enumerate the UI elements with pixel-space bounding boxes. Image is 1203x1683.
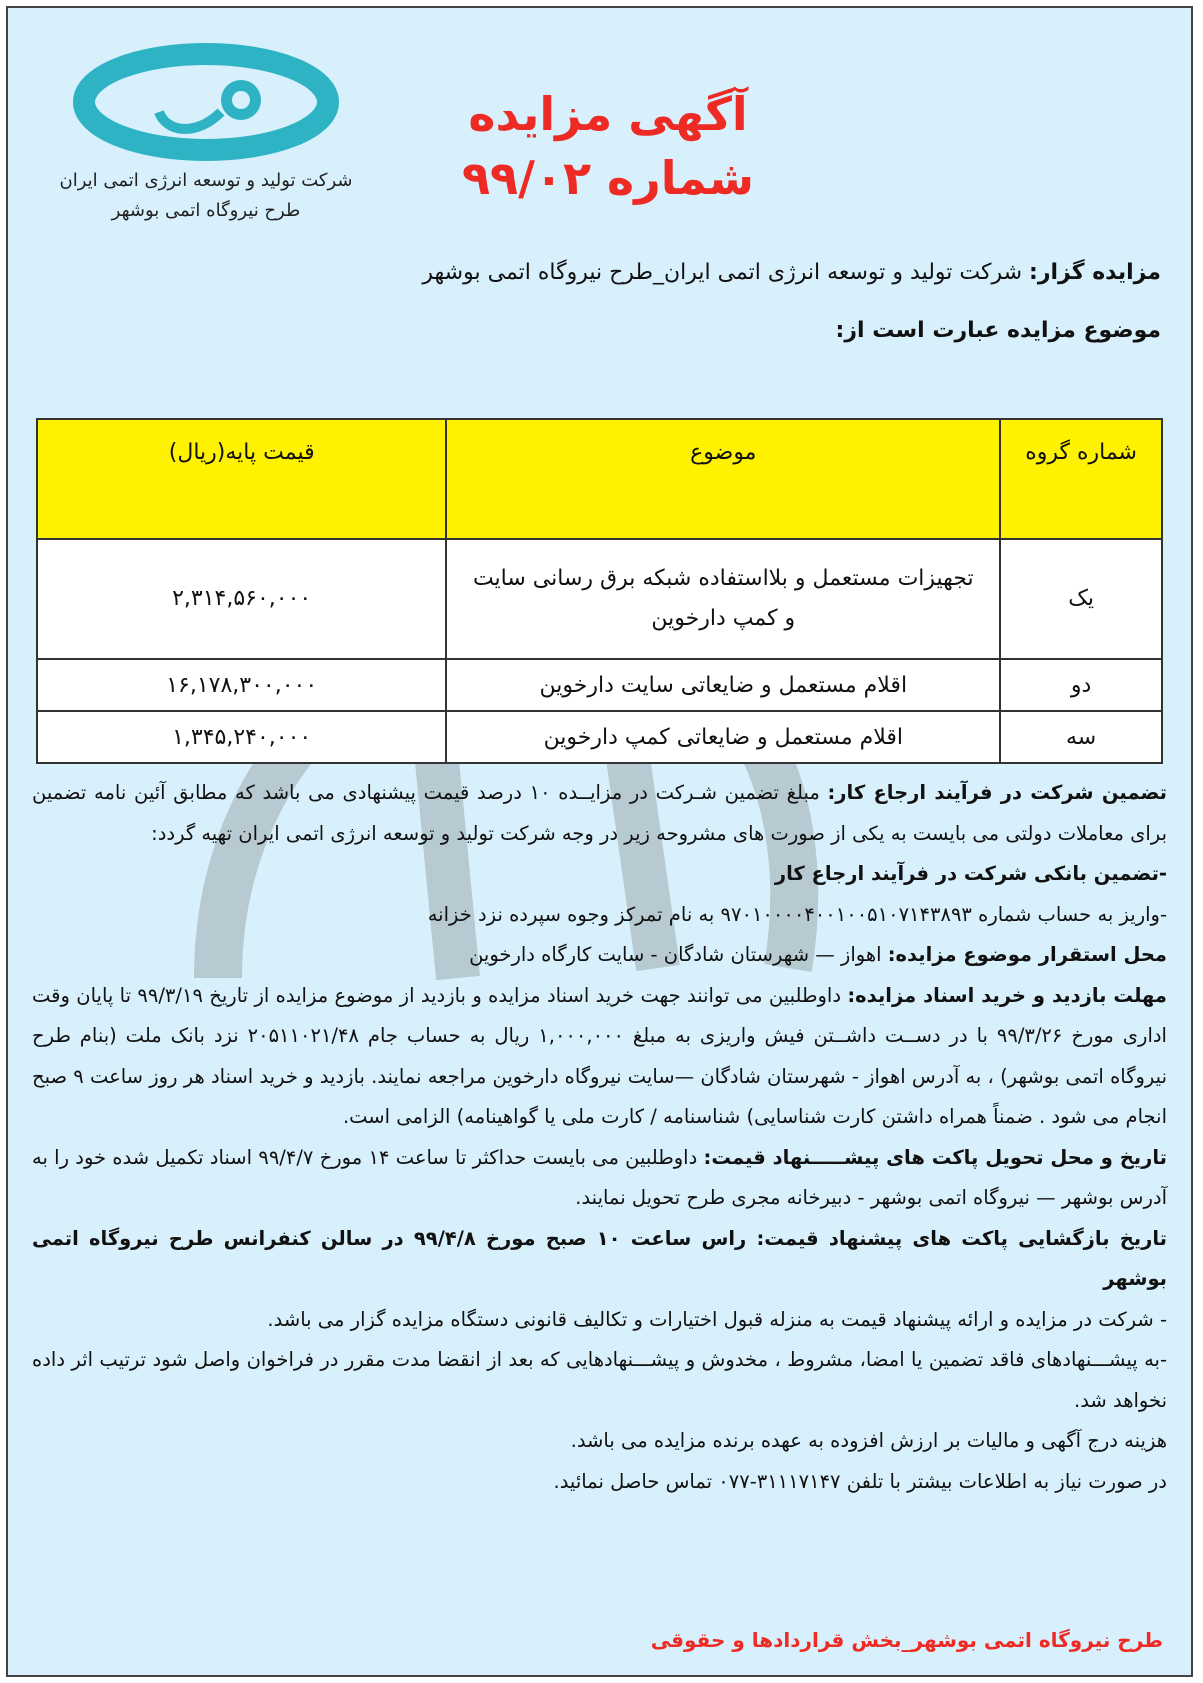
aeoi-logo-icon <box>71 42 341 162</box>
note-line: در صورت نیاز به اطلاعات بیشتر با تلفن ۳۱۱۱۷۱۴۷-۰۷۷ تماس حاصل نمائید. <box>553 1469 1167 1493</box>
table-row <box>37 539 1162 659</box>
note-line: - شرکت در مزایده و ارائه پیشنهاد قیمت به منزله قبول اختیارات و تکالیف قانونی دستگاه مزایده گزار می باشد. <box>267 1307 1167 1331</box>
company-name: شرکت تولید و توسعه انرژی اتمی ایران <box>59 170 353 191</box>
location-text: اهواز — شهرستان شادگان - سایت کارگاه دارخوین <box>469 943 888 966</box>
price-cell: ۲,۳۱۴,۵۶۰,۰۰۰ <box>37 539 446 659</box>
auctioneer-label: مزایده گزار: <box>1029 260 1161 285</box>
deposit-line: -واریز به حساب شماره ۹۷۰۱۰۰۰۰۴۰۰۱۰۰۵۱۰۷۱۴۳۸۹۳ به نام تمرکز وجوه سپرده نزد خزانه <box>427 902 1167 926</box>
guarantee-text: مبلغ تضمین شـرکت در مزایــده ۱۰ درصد قیمت پیشنهادی می باشد که مطابق آئین نامه تضمین برای معاملات دولتی می بایست به یکی از صورت های مشروحه زیر در وجه شرکت تولید و توسعه انرژی اتمی ایران تهیه گردد: <box>32 781 1167 845</box>
auctioneer-line <box>422 256 1161 290</box>
logo-block <box>41 42 371 226</box>
bank-guarantee-line: -تضمین بانکی شرکت در فرآیند ارجاع کار <box>774 862 1167 885</box>
header-subject: موضوع <box>446 419 1000 539</box>
advertisement-page <box>6 6 1193 1677</box>
header-price: قیمت پایه(ریال) <box>37 419 446 539</box>
table-row <box>37 711 1162 763</box>
location-label: محل استقرار موضوع مزایده: <box>887 943 1167 966</box>
project-name: طرح نیروگاه اتمی بوشهر <box>111 200 301 221</box>
note-line: -به پیشـــنهادهای فاقد تضمین یا امضا، مشروط ، مخدوش و پیشـــنهادهایی که بعد از انقضا مدت مقرر در فراخوان واصل شود ترتیب اثر داده نخواهد شد. <box>32 1348 1167 1412</box>
terms-section <box>32 773 1167 1502</box>
location-paragraph <box>32 935 1167 976</box>
header <box>8 22 1191 252</box>
group-cell: سه <box>1000 711 1162 763</box>
delivery-label: تاریخ و محل تحویل پاکت های پیشـــــنهاد قیمت: <box>703 1145 1168 1169</box>
visit-label: مهلت بازدید و خرید اسناد مزایده: <box>847 983 1167 1007</box>
opening-line: تاریخ بازگشایی پاکت های پیشنهاد قیمت: راس ساعت ۱۰ صبح مورخ ۹۹/۴/۸ در سالن کنفرانس طرح نیروگاه اتمی بوشهر <box>32 1226 1167 1290</box>
delivery-paragraph <box>32 1138 1167 1219</box>
items-table <box>36 418 1163 764</box>
subject-line: تجهیزات مستعمل و بلااستفاده شبکه برق رسانی سایت <box>472 566 974 591</box>
auction-number: شماره ۹۹/۰۲ <box>461 151 755 205</box>
page-title: آگهی مزایده <box>468 87 748 141</box>
price-cell: ۱,۳۴۵,۲۴۰,۰۰۰ <box>37 711 446 763</box>
title-block <box>438 82 778 210</box>
subject-line: و کمپ دارخوین <box>651 606 796 631</box>
note-line: هزینه درج آگهی و مالیات بر ارزش افزوده به عهده برنده مزایده می باشد. <box>570 1429 1167 1452</box>
delivery-text: داوطلبین می بایست حداکثر تا ساعت ۱۴ مورخ ۹۹/۴/۷ اسناد تکمیل شده خود را به آدرس بوشهر — نیروگاه اتمی بوشهر - دبیرخانه مجری طرح تحویل نمایند. <box>32 1145 1167 1209</box>
footer-signature: طرح نیروگاه اتمی بوشهر_بخش قراردادها و حقوقی <box>650 1628 1163 1652</box>
guarantee-paragraph <box>32 773 1167 854</box>
subject-cell: اقلام مستعمل و ضایعاتی سایت دارخوین <box>446 659 1000 711</box>
subject-cell <box>446 539 1000 659</box>
group-cell: دو <box>1000 659 1162 711</box>
visit-text: داوطلبین می توانند جهت خرید اسناد مزایده و بازدید از موضوع مزایده از تاریخ ۹۹/۳/۱۹ تا پایان وقت اداری مورخ ۹۹/۳/۲۶ با در دســت داشــتن فیش واریزی به مبلغ ۱,۰۰۰,۰۰۰ ریال به حساب جام ۲۰۵۱۱۰۲۱/۴۸ نزد بانک ملت (بنام طرح نیروگاه اتمی بوشهر) ، به آدرس اهواز - شهرستان شادگان —سایت نیروگاه دارخوین مراجعه نمایند. بازدید و خرید اسناد هر روز ساعت ۹ صبح انجام می شود . ضمناً همراه داشتن کارت شناسایی) شناسنامه / کارت ملی یا گواهینامه) الزامی است. <box>32 983 1167 1128</box>
auctioneer-value: شرکت تولید و توسعه انرژی اتمی ایران_طرح نیروگاه اتمی بوشهر <box>422 260 1023 285</box>
header-group: شماره گروه <box>1000 419 1162 539</box>
subject-cell: اقلام مستعمل و ضایعاتی کمپ دارخوین <box>446 711 1000 763</box>
subject-heading: موضوع مزایده عبارت است از: <box>835 318 1161 343</box>
guarantee-label: تضمین شرکت در فرآیند ارجاع کار: <box>827 781 1167 804</box>
visit-paragraph <box>32 976 1167 1138</box>
group-cell: یک <box>1000 539 1162 659</box>
table-row <box>37 659 1162 711</box>
table-header-row <box>37 419 1162 539</box>
price-cell: ۱۶,۱۷۸,۳۰۰,۰۰۰ <box>37 659 446 711</box>
